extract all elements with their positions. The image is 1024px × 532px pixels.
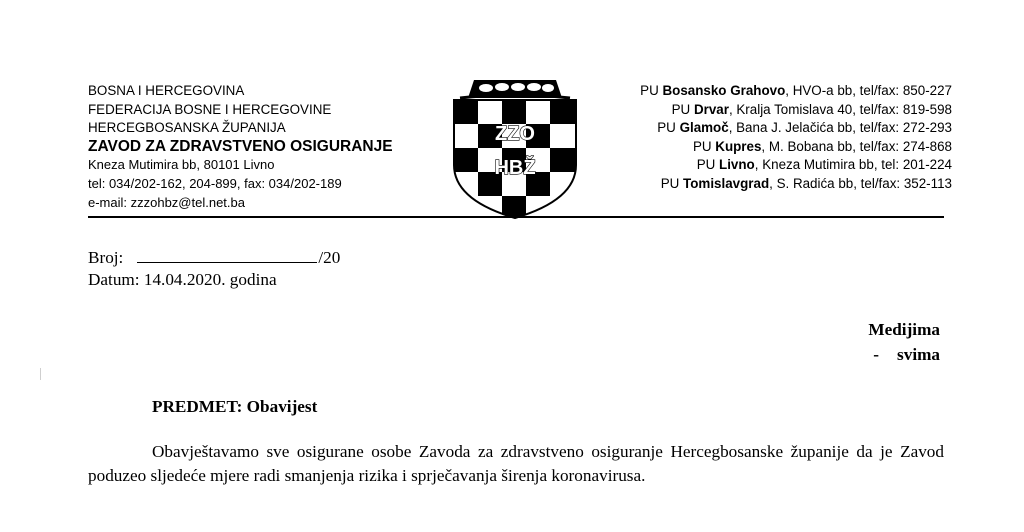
document-date: Datum: 14.04.2020. godina [88,270,277,289]
subject-line: PREDMET: Obavijest [152,397,318,416]
county-line: HERCEGBOSANSKA ŽUPANIJA [88,120,286,136]
logo-bottom-text: HBŽ [494,157,536,179]
broj-suffix: /20 [318,248,341,267]
recipient-dash: - [873,345,880,364]
branch-name: Livno [719,157,755,173]
branch-line: PU Bosansko Grahovo, HVO-a bb, tel/fax: 850-227 [640,83,952,98]
branch-name: Tomislavgrad [683,175,770,191]
branch-line: PU Kupres, M. Bobana bb, tel/fax: 274-868 [692,138,952,154]
zzo-hbz-logo [444,70,586,220]
recipient-line: Medijima [868,320,940,339]
federation-line: FEDERACIJA BOSNE I HERCEGOVINE [88,101,332,117]
country-line: BOSNA I HERCEGOVINA [88,83,245,98]
branch-line: PU Drvar, Kralja Tomislava 40, tel/fax: 819-598 [671,101,952,117]
body-paragraph [88,440,944,488]
reference-number [88,246,340,268]
branch-name: Glamoč [679,120,729,136]
checkerboard-shield-icon [444,70,586,220]
branch-offices [640,82,952,194]
branch-name: Kupres [715,138,762,154]
institution-address: Kneza Mutimira bb, 80101 Livno [88,157,275,173]
institution-header [88,82,393,212]
branch-line: PU Livno, Kneza Mutimira bb, tel: 201-224 [696,157,952,173]
institution-phone: tel: 034/202-162, 204-899, fax: 034/202-189 [88,175,342,191]
recipient-all: svima [897,345,940,364]
recipient-sub [873,345,940,365]
header-divider [88,216,944,218]
broj-label: Broj: [88,248,124,267]
branch-line: PU Glamoč, Bana J. Jelačića bb, tel/fax: 272-293 [657,120,952,136]
branch-line: PU Tomislavgrad, S. Radića bb, tel/fax: 352-113 [660,175,952,191]
branch-name: Drvar [693,101,729,117]
branch-name: Bosansko Grahovo [662,83,786,98]
scan-mark [40,368,41,380]
institution-email: e-mail: zzzohbz@tel.net.ba [88,194,245,210]
institution-name: ZAVOD ZA ZDRAVSTVENO OSIGURANJE [88,137,393,155]
broj-blank-line [137,246,317,263]
logo-top-text: ZZO [495,123,535,145]
body-text: Obavještavamo sve osigurane osobe Zavoda za zdravstveno osiguranje Hercegbosanske županije da je Zavod poduzeo sljedeće mjere radi smanjenja rizika i sprječavanja širenja koronavirusa. [88,442,944,485]
